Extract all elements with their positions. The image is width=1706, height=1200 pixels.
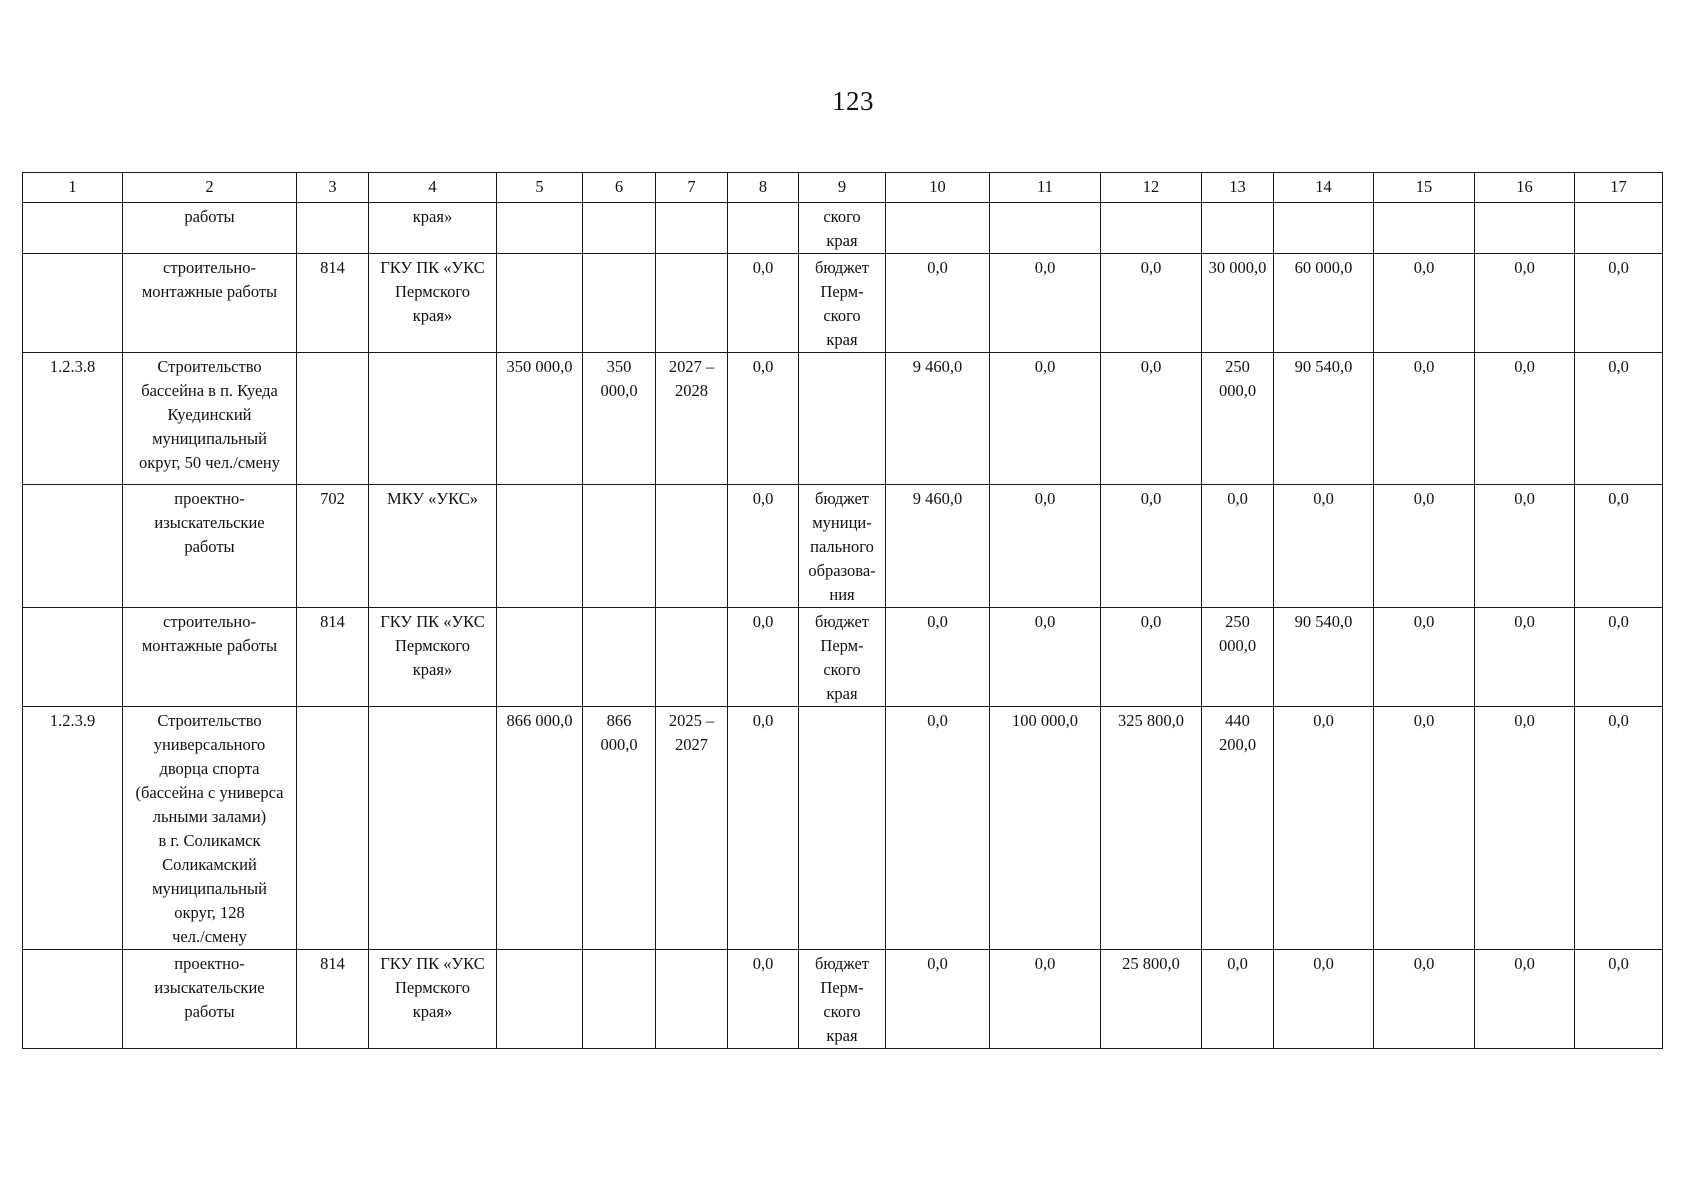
table-cell: 0,0 [1374, 254, 1475, 353]
table-cell [799, 707, 886, 950]
table-cell: Строительство бассейна в п. Куеда Куединский муниципальный округ, 50 чел./смену [123, 353, 297, 485]
table-cell: 0,0 [886, 707, 990, 950]
table-cell [497, 203, 583, 254]
table-cell [23, 254, 123, 353]
table-cell: бюджет муници- пального образова- ния [799, 485, 886, 608]
table-cell [656, 608, 728, 707]
table-cell [297, 203, 369, 254]
table-cell [886, 203, 990, 254]
table-cell [369, 707, 497, 950]
table-cell: проектно- изыскательские работы [123, 485, 297, 608]
table-cell: бюджет Перм- ского края [799, 950, 886, 1049]
table-row [23, 950, 1663, 1049]
table-cell: 440 200,0 [1202, 707, 1274, 950]
table-cell [583, 203, 656, 254]
table-cell: 0,0 [1475, 485, 1575, 608]
table-cell [583, 950, 656, 1049]
table-cell: 0,0 [1575, 353, 1663, 485]
column-number: 5 [497, 173, 583, 203]
table-cell: 0,0 [1101, 353, 1202, 485]
table-cell: ского края [799, 203, 886, 254]
table-cell [497, 485, 583, 608]
table-cell: 0,0 [728, 254, 799, 353]
table-cell: 0,0 [990, 950, 1101, 1049]
table-cell: 866 000,0 [583, 707, 656, 950]
table-cell [728, 203, 799, 254]
table-cell [799, 353, 886, 485]
table-cell: проектно- изыскательские работы [123, 950, 297, 1049]
table-cell [297, 353, 369, 485]
column-number: 14 [1274, 173, 1374, 203]
table-cell [23, 203, 123, 254]
table-cell: 0,0 [1274, 950, 1374, 1049]
table-cell: 0,0 [1575, 254, 1663, 353]
column-number: 4 [369, 173, 497, 203]
table-cell: 60 000,0 [1274, 254, 1374, 353]
table-cell: 350 000,0 [497, 353, 583, 485]
table-cell [497, 608, 583, 707]
column-number: 3 [297, 173, 369, 203]
column-number: 7 [656, 173, 728, 203]
table-cell [1475, 203, 1575, 254]
table-row [23, 254, 1663, 353]
table-cell [369, 353, 497, 485]
table-cell: 0,0 [1202, 485, 1274, 608]
data-table [22, 172, 1663, 1049]
table-row [23, 485, 1663, 608]
table-cell: 0,0 [886, 950, 990, 1049]
table-cell: МКУ «УКС» [369, 485, 497, 608]
table-cell: 0,0 [1374, 485, 1475, 608]
table-cell [1101, 203, 1202, 254]
table-cell: 350 000,0 [583, 353, 656, 485]
table-cell: 0,0 [1575, 707, 1663, 950]
table-cell [297, 707, 369, 950]
table-cell: края» [369, 203, 497, 254]
column-number: 17 [1575, 173, 1663, 203]
table-cell [583, 254, 656, 353]
table-cell: строительно- монтажные работы [123, 254, 297, 353]
table-cell: 0,0 [1101, 254, 1202, 353]
table-cell: ГКУ ПК «УКС Пермского края» [369, 608, 497, 707]
table-cell [497, 950, 583, 1049]
column-number: 8 [728, 173, 799, 203]
table-cell: 866 000,0 [497, 707, 583, 950]
table-cell: 25 800,0 [1101, 950, 1202, 1049]
table-cell: 0,0 [728, 950, 799, 1049]
table-cell [23, 608, 123, 707]
table-cell: бюджет Перм- ского края [799, 608, 886, 707]
table-cell: 0,0 [1575, 950, 1663, 1049]
table-cell [656, 203, 728, 254]
table-cell: 0,0 [1101, 608, 1202, 707]
table-cell: строительно- монтажные работы [123, 608, 297, 707]
table-cell: 9 460,0 [886, 485, 990, 608]
table-cell [1374, 203, 1475, 254]
table-cell: 0,0 [728, 353, 799, 485]
table-row [23, 608, 1663, 707]
table-cell [1575, 203, 1663, 254]
table-cell [23, 485, 123, 608]
table-cell [656, 950, 728, 1049]
table-cell: бюджет Перм- ского края [799, 254, 886, 353]
table-cell: 90 540,0 [1274, 608, 1374, 707]
column-number: 9 [799, 173, 886, 203]
table-cell: 0,0 [1274, 485, 1374, 608]
table-row [23, 707, 1663, 950]
table-cell: 2025 – 2027 [656, 707, 728, 950]
table-cell: 0,0 [1374, 950, 1475, 1049]
column-number: 2 [123, 173, 297, 203]
table-cell [656, 254, 728, 353]
table-cell [583, 485, 656, 608]
table-cell: 0,0 [1374, 353, 1475, 485]
table-cell: 100 000,0 [990, 707, 1101, 950]
table-cell: 0,0 [1475, 254, 1575, 353]
table-cell: 0,0 [990, 608, 1101, 707]
table-cell: 0,0 [886, 608, 990, 707]
column-number: 6 [583, 173, 656, 203]
table-cell: 250 000,0 [1202, 608, 1274, 707]
table-cell: 1.2.3.9 [23, 707, 123, 950]
table-cell: 702 [297, 485, 369, 608]
table-cell: 0,0 [990, 485, 1101, 608]
column-number: 10 [886, 173, 990, 203]
table-cell: 0,0 [1575, 608, 1663, 707]
column-number-row [23, 173, 1663, 203]
table-cell: 0,0 [1274, 707, 1374, 950]
table-cell [1274, 203, 1374, 254]
table-cell: ГКУ ПК «УКС Пермского края» [369, 950, 497, 1049]
column-number: 11 [990, 173, 1101, 203]
table-cell [1202, 203, 1274, 254]
table-cell [23, 950, 123, 1049]
table-cell: 0,0 [728, 485, 799, 608]
table-cell: 0,0 [1374, 608, 1475, 707]
table-cell: 814 [297, 950, 369, 1049]
table-cell: 325 800,0 [1101, 707, 1202, 950]
table-cell: 1.2.3.8 [23, 353, 123, 485]
table-cell: 814 [297, 254, 369, 353]
table-cell: 0,0 [1101, 485, 1202, 608]
page-number: 123 [832, 86, 874, 116]
column-number: 15 [1374, 173, 1475, 203]
table-cell: 250 000,0 [1202, 353, 1274, 485]
table-row [23, 203, 1663, 254]
table-cell: 0,0 [886, 254, 990, 353]
table-cell: 9 460,0 [886, 353, 990, 485]
table-cell: 30 000,0 [1202, 254, 1274, 353]
column-number: 1 [23, 173, 123, 203]
table-cell: 0,0 [990, 353, 1101, 485]
table-cell: 2027 – 2028 [656, 353, 728, 485]
table-cell: 0,0 [1475, 707, 1575, 950]
table-cell [990, 203, 1101, 254]
table-cell: работы [123, 203, 297, 254]
table-cell: 0,0 [1475, 353, 1575, 485]
table-body [23, 203, 1663, 1049]
table-cell [497, 254, 583, 353]
table-cell: 0,0 [1475, 950, 1575, 1049]
table-cell: Строительство универсального дворца спорта (бассейна с универса льными залами) в г. Соликамск Соликамский муниципальный округ, 128 чел./смену [123, 707, 297, 950]
table-cell: ГКУ ПК «УКС Пермского края» [369, 254, 497, 353]
table-cell: 0,0 [1575, 485, 1663, 608]
table-cell: 0,0 [1475, 608, 1575, 707]
table-cell: 0,0 [728, 707, 799, 950]
table-cell: 90 540,0 [1274, 353, 1374, 485]
column-number: 16 [1475, 173, 1575, 203]
table-cell: 0,0 [728, 608, 799, 707]
table-row [23, 353, 1663, 485]
table-cell [656, 485, 728, 608]
column-number: 13 [1202, 173, 1274, 203]
column-number: 12 [1101, 173, 1202, 203]
table-cell: 814 [297, 608, 369, 707]
table-cell: 0,0 [1374, 707, 1475, 950]
table-cell [583, 608, 656, 707]
table-cell: 0,0 [1202, 950, 1274, 1049]
table-cell: 0,0 [990, 254, 1101, 353]
